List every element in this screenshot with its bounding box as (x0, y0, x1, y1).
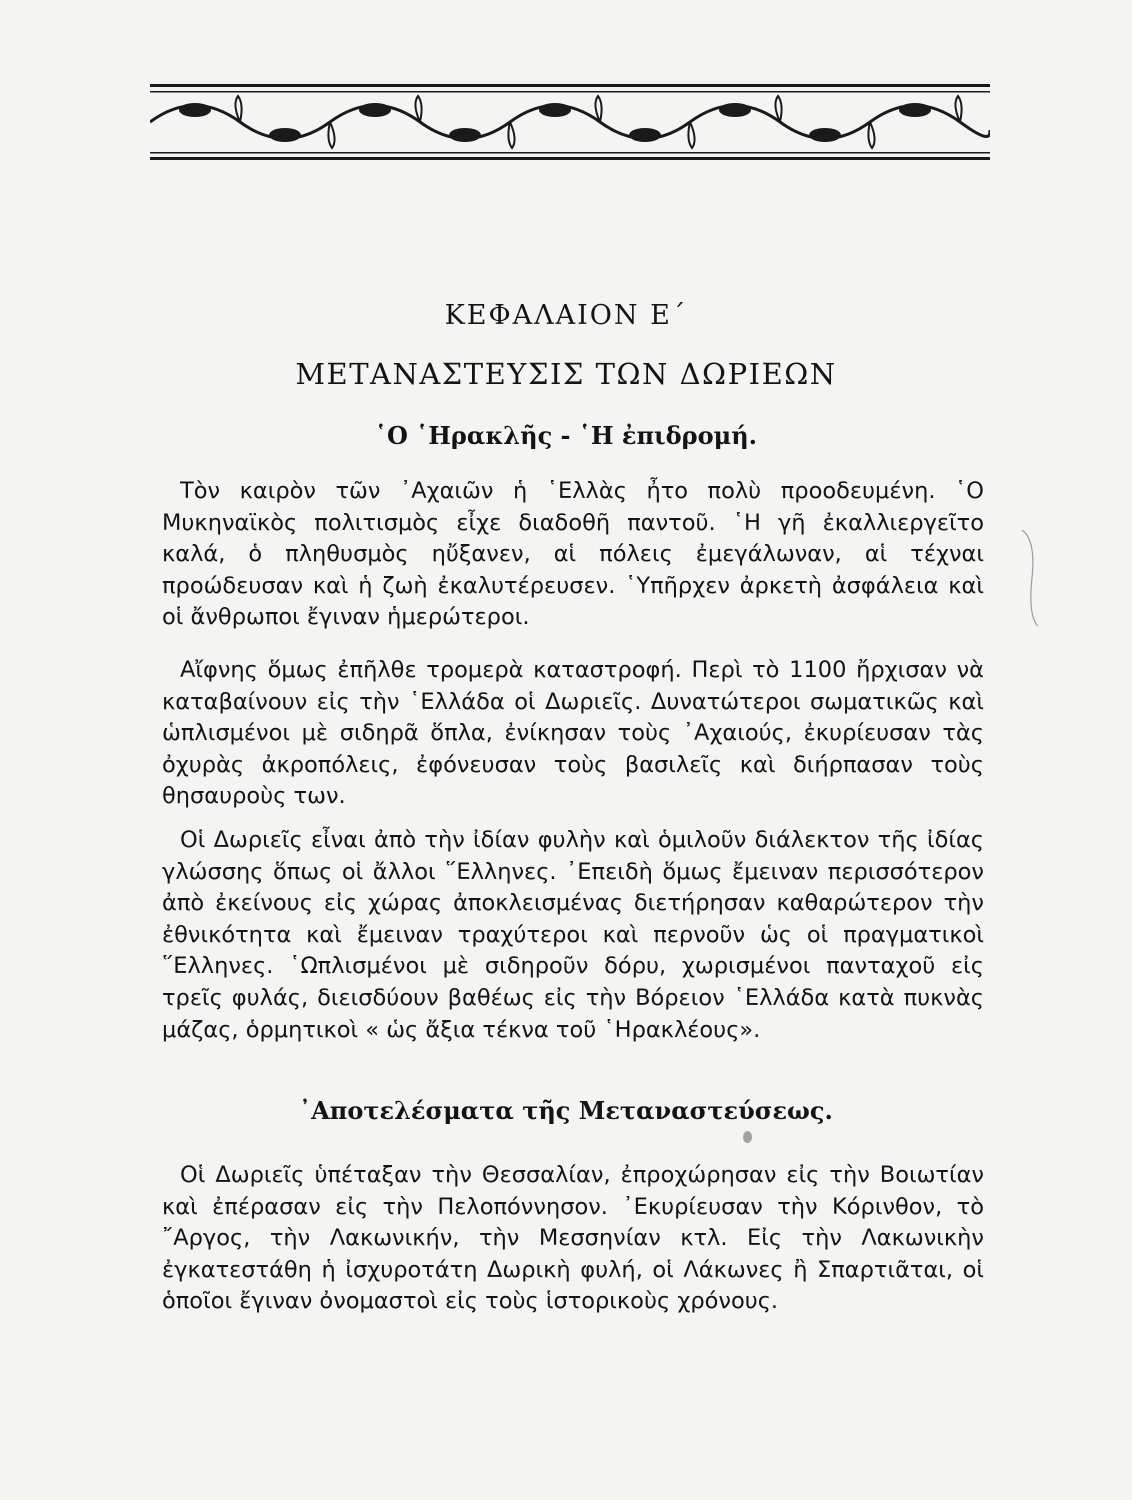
margin-pencil-mark (1018, 528, 1040, 628)
paragraph-dorian-conquests: Οἱ Δωριεῖς ὑπέταξαν τὴν Θεσσαλίαν, ἐπροχώρησαν εἰς τὴν Βοιωτίαν καὶ ἐπέρασαν εἰς τὴν Πελοπόννησον. ᾿Εκυρίευσαν τὴν Κόρινθον, τὸ ῎Αργος, τὴν Λακωνικήν, τὴν Μεσσηνίαν κτλ. Εἰς τὴν Λακωνικὴν ἐγκατεστάθη ἡ ἰσχυροτάτη Δωρικὴ φυλή, οἱ Λάκωνες ἢ Σπαρτιᾶται, οἱ ὁποῖοι ἔγιναν ὀνομαστοὶ εἰς τοὺς ἱστορικοὺς χρόνους. (162, 1162, 984, 1315)
paragraph-dorian-invasion: Αἴφνης ὅμως ἐπῆλθε τρομερὰ καταστροφή. Περὶ τὸ 1100 ἤρχισαν νὰ καταβαίνουν εἰς τὴν ῾Ελλάδα οἱ Δωριεῖς. Δυνατώτεροι σωματικῶς καὶ ὡπλισμένοι μὲ σιδηρᾶ ὅπλα, ἐνίκησαν τοὺς ᾿Αχαιούς, ἐκυρίευσαν τὰς ὀχυρὰς ἀκροπόλεις, ἐφόνευσαν τοὺς βασιλεῖς καὶ διήρπασαν τοὺς θησαυροὺς των. (162, 657, 984, 810)
chapter-title: ΜΕΤΑΝΑΣΤΕΥΣΙΣ ΤΩΝ ΔΩΡΙΕΩΝ (295, 357, 837, 391)
decorative-border-ornament (150, 80, 990, 164)
ink-stain (743, 1131, 752, 1143)
paragraph-achaeans: Τὸν καιρὸν τῶν ᾿Αχαιῶν ἡ ῾Ελλὰς ἦτο πολὺ προοδευμένη. ῾Ο Μυκηναϊκὸς πολιτισμὸς εἶχε διαδοθῆ παντοῦ. ῾Η γῆ ἐκαλλιεργεῖτο καλά, ὁ πληθυσμὸς ηὔξανεν, αἱ πόλεις ἐμεγάλωναν, αἱ τέχναι προώδευσαν καὶ ἡ ζωὴ ἐκαλυτέρευσεν. ῾Υπῆρχεν ἀρκετὴ ἀσφάλεια καὶ οἱ ἄνθρωποι ἔγιναν ἡμερώτεροι. (162, 478, 984, 631)
chapter-label: ΚΕΦΑΛΑΙΟΝ Ε΄ (444, 300, 688, 331)
section-heading-results: ᾿Αποτελέσματα τῆς Μεταναστεύσεως. (299, 1096, 833, 1125)
paragraph-dorian-origins: Οἱ Δωριεῖς εἶναι ἀπὸ τὴν ἰδίαν φυλὴν καὶ ὁμιλοῦν διάλεκτον τῆς ἰδίας γλώσσης ὅπως οἱ ἄλλοι ῞Ελληνες. ᾿Επειδὴ ὅμως ἔμειναν περισσότερον ἀπὸ ἐκείνους εἰς χώρας ἀποκλεισμένας διετήρησαν καθαρώτερον τὴν ἐθνικότητα καὶ ἔμειναν τραχύτεροι καὶ περνοῦν ὡς οἱ πραγματικοὶ ῞Ελληνες. ῾Ωπλισμένοι μὲ σιδηροῦν δόρυ, χωρισμένοι πανταχοῦ εἰς τρεῖς φυλάς, διεισδύουν βαθέως εἰς τὴν Βόρειον ῾Ελλάδα κατὰ πυκνὰς μάζας, ὁρμητικοὶ « ὡς ἄξια τέκνα τοῦ ῾Ηρακλέους». (162, 827, 984, 1043)
section-heading-heracles: ῾Ο ῾Ηρακλῆς - ῾Η ἐπιδρομή. (374, 421, 758, 450)
